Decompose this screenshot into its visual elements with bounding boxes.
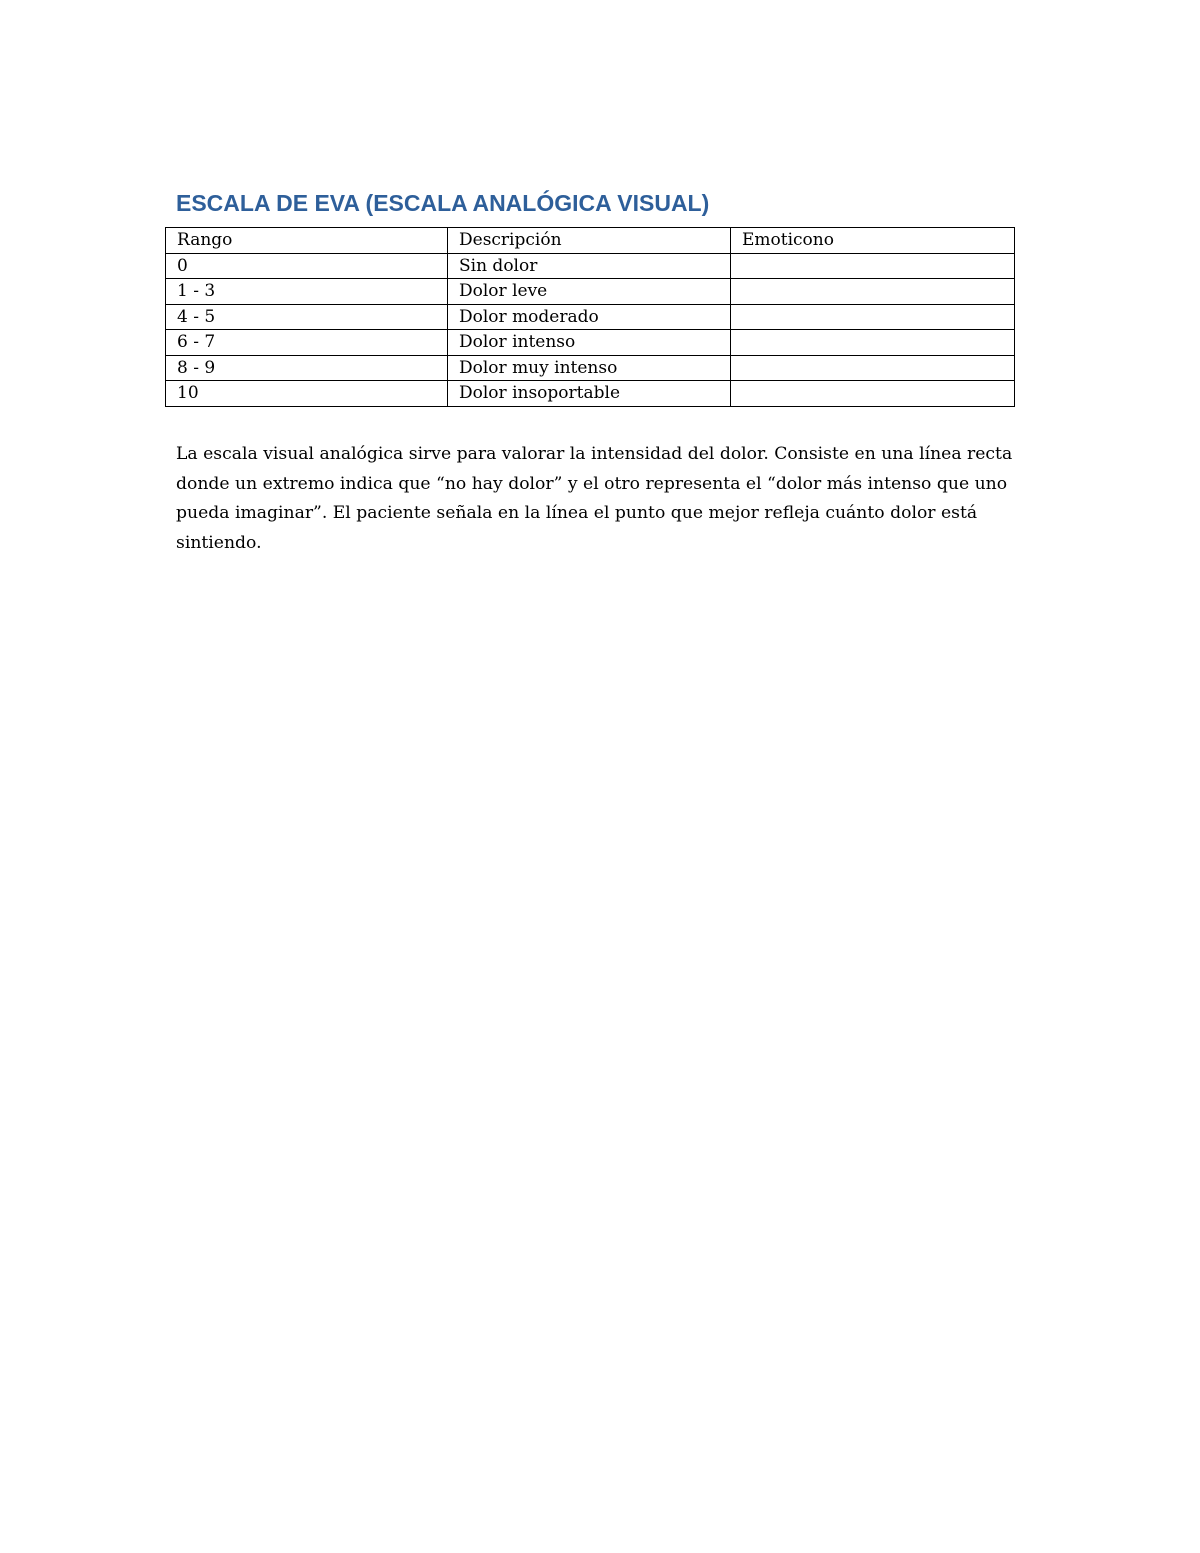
cell-emoticon xyxy=(731,253,1015,279)
cell-description: Dolor moderado xyxy=(448,304,731,330)
cell-range: 6 - 7 xyxy=(166,330,448,356)
cell-description: Dolor intenso xyxy=(448,330,731,356)
table-row xyxy=(166,355,1015,381)
table-row xyxy=(166,253,1015,279)
document-title: ESCALA DE EVA (ESCALA ANALÓGICA VISUAL) xyxy=(176,190,710,216)
description-paragraph: La escala visual analógica sirve para valorar la intensidad del dolor. Consiste en una línea recta donde un extremo indica que “no hay dolor” y el otro representa el “dolor más intenso que uno pueda imaginar”. El paciente señala en la línea el punto que mejor refleja cuánto dolor está sintiendo. xyxy=(176,444,1013,553)
table-row xyxy=(166,381,1015,407)
cell-description: Sin dolor xyxy=(448,253,731,279)
cell-range: 10 xyxy=(166,381,448,407)
header-description: Descripción xyxy=(448,228,731,254)
cell-description: Dolor muy intenso xyxy=(448,355,731,381)
cell-emoticon xyxy=(731,330,1015,356)
cell-range: 1 - 3 xyxy=(166,279,448,305)
table-row xyxy=(166,279,1015,305)
eva-scale-table xyxy=(165,227,1015,407)
cell-emoticon xyxy=(731,381,1015,407)
cell-description: Dolor insoportable xyxy=(448,381,731,407)
cell-range: 0 xyxy=(166,253,448,279)
cell-range: 8 - 9 xyxy=(166,355,448,381)
table-row xyxy=(166,330,1015,356)
table-header-row xyxy=(166,228,1015,254)
cell-emoticon xyxy=(731,355,1015,381)
header-emoticon: Emoticono xyxy=(731,228,1015,254)
table-row xyxy=(166,304,1015,330)
cell-emoticon xyxy=(731,304,1015,330)
cell-emoticon xyxy=(731,279,1015,305)
cell-range: 4 - 5 xyxy=(166,304,448,330)
header-range: Rango xyxy=(166,228,448,254)
cell-description: Dolor leve xyxy=(448,279,731,305)
